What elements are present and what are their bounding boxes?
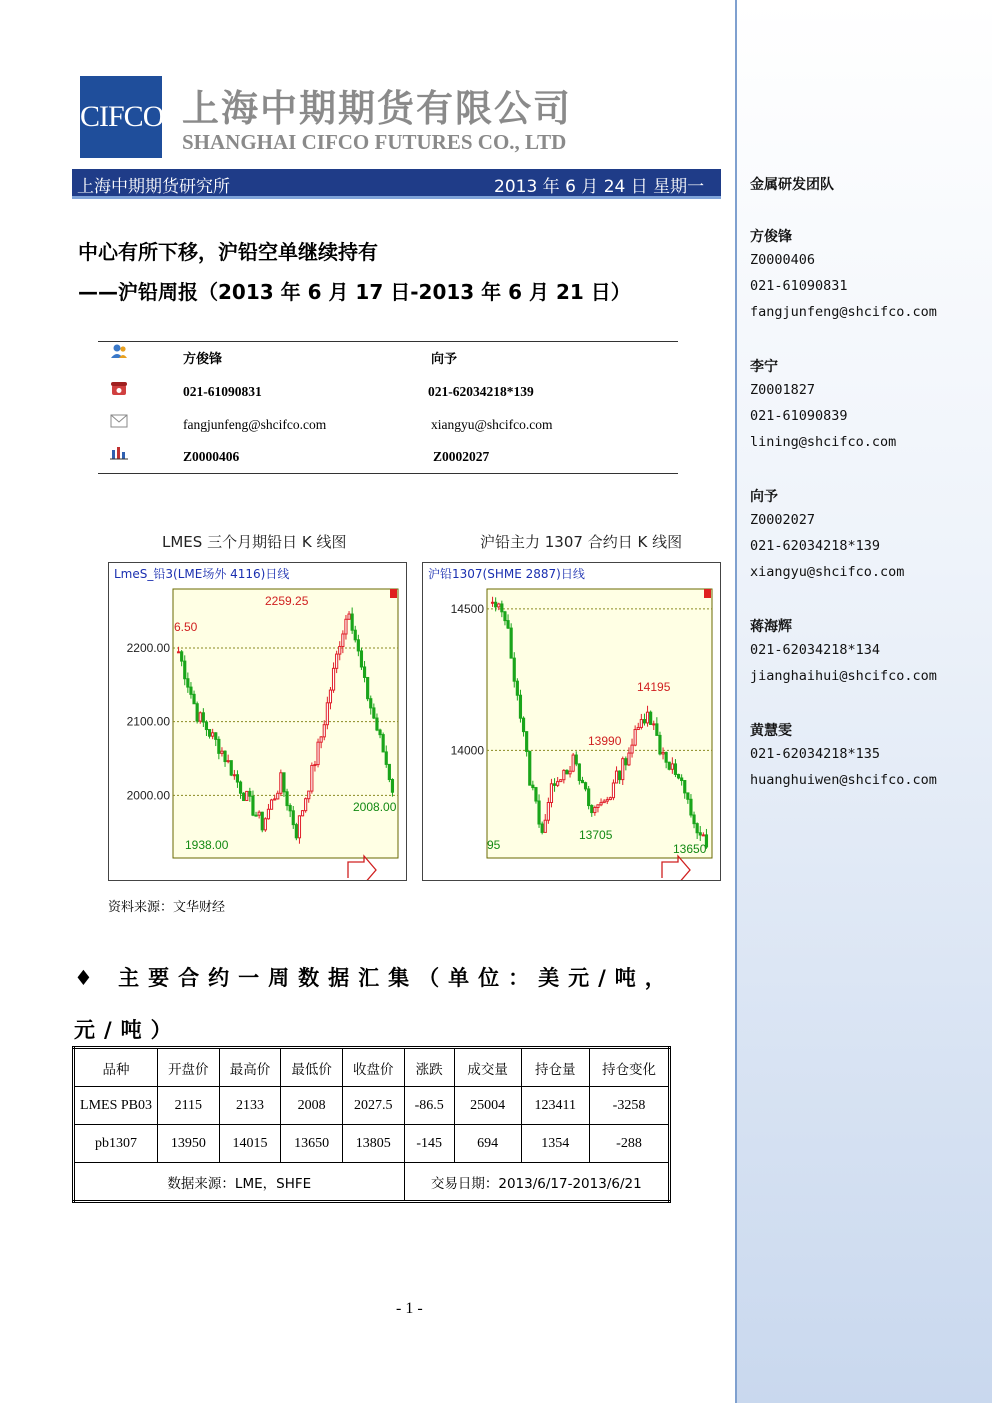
- sidebar-member-email[interactable]: lining@shcifco.com: [750, 434, 897, 450]
- contact-phone: 021-61090831: [183, 384, 262, 399]
- sidebar-member-id: Z0002027: [750, 512, 816, 528]
- candle-body: [687, 793, 689, 799]
- table-header-cell: 持仓量: [521, 1048, 589, 1087]
- candle-body: [619, 771, 621, 780]
- price-annotation: 2008.00: [353, 800, 397, 814]
- table-row: [74, 1087, 670, 1125]
- table-cell: -145: [404, 1125, 454, 1163]
- table-header-cell: 最高价: [219, 1048, 281, 1087]
- candle-body: [181, 652, 183, 661]
- candle-body: [516, 681, 518, 695]
- candle-body: [382, 735, 384, 752]
- sidebar-member-email[interactable]: huanghuiwen@shcifco.com: [750, 772, 937, 788]
- candle-body: [339, 646, 341, 654]
- candle-body: [501, 604, 503, 612]
- candle-body: [519, 695, 521, 718]
- candle-body: [283, 773, 285, 792]
- chart-header-label: 沪铅1307(SHME 2887)日线: [428, 567, 585, 581]
- table-cell: 123411: [521, 1087, 589, 1125]
- sidebar-member-id: Z0000406: [750, 252, 816, 268]
- table-cell: -288: [590, 1125, 670, 1163]
- table-footer-row: [74, 1163, 670, 1202]
- candle-body: [498, 604, 500, 607]
- left-chart-title: LMES 三个月期铅日 K 线图: [162, 533, 347, 551]
- candle-body: [202, 713, 204, 722]
- candle-body: [603, 801, 605, 802]
- candle-body: [544, 820, 546, 832]
- candle-body: [541, 824, 543, 832]
- candle-body: [308, 791, 310, 799]
- sidebar-member-email[interactable]: fangjunfeng@shcifco.com: [750, 304, 937, 320]
- table-cell: -86.5: [404, 1087, 454, 1125]
- candle-body: [591, 806, 593, 813]
- candle-body: [637, 727, 639, 729]
- candle-body: [597, 805, 599, 808]
- contact-table-bottom-rule: [98, 473, 678, 474]
- candle-body: [379, 730, 381, 735]
- sidebar: [735, 0, 992, 1403]
- table-cell: 13650: [281, 1125, 343, 1163]
- candle-body: [317, 742, 319, 764]
- candle-body: [233, 775, 235, 776]
- sidebar-member-phone: 021-61090839: [750, 408, 848, 424]
- candle-body: [572, 755, 574, 771]
- candle-body: [332, 668, 334, 690]
- sidebar-member-name: 李宁: [750, 359, 778, 375]
- candle-body: [646, 712, 648, 723]
- candle-body: [513, 658, 515, 681]
- candle-body: [535, 788, 537, 801]
- page-number: - 1 -: [396, 1300, 423, 1317]
- company-logo: CIFCO: [80, 76, 162, 158]
- candle-body: [656, 724, 658, 736]
- candle-body: [699, 833, 701, 835]
- candle-body: [594, 807, 596, 812]
- contact-phone: 021-62034218*139: [428, 384, 534, 399]
- candle-body: [547, 803, 549, 821]
- candle-body: [650, 712, 652, 724]
- candle-body: [643, 720, 645, 723]
- candle-body: [510, 628, 512, 658]
- candle-body: [224, 751, 226, 761]
- lme-lead-candlestick-svg: [109, 563, 406, 880]
- candle-body: [249, 791, 251, 796]
- candle-body: [227, 761, 229, 762]
- candle-body: [560, 780, 562, 782]
- candle-body: [370, 699, 372, 708]
- y-tick-label: 2000.00: [126, 788, 170, 803]
- table-cell: 2115: [158, 1087, 220, 1125]
- right-chart-title: 沪铅主力 1307 合约日 K 线图: [480, 533, 683, 551]
- candle-body: [563, 770, 565, 779]
- candle-body: [507, 621, 509, 628]
- price-annotation: 95: [487, 838, 501, 852]
- candle-body: [391, 780, 393, 793]
- candle-body: [295, 825, 297, 838]
- plot-area: [487, 589, 712, 858]
- price-annotation: 1938.00: [185, 838, 229, 852]
- candle-body: [622, 759, 624, 780]
- candle-body: [336, 654, 338, 668]
- candle-body: [354, 630, 356, 640]
- candle-body: [526, 732, 528, 752]
- candle-body: [376, 718, 378, 730]
- sidebar-team-title: 金属研发团队: [750, 177, 834, 193]
- candle-body: [681, 778, 683, 781]
- table-cell: 25004: [454, 1087, 521, 1125]
- candle-body: [569, 771, 571, 774]
- candle-body: [345, 619, 347, 634]
- candle-body: [363, 667, 365, 678]
- table-cell: pb1307: [74, 1125, 158, 1163]
- y-tick-label: 2100.00: [126, 714, 170, 729]
- table-cell: 13950: [158, 1125, 220, 1163]
- candle-body: [578, 764, 580, 780]
- candle-body: [252, 796, 254, 815]
- candle-body: [199, 713, 201, 721]
- candle-body: [267, 809, 269, 818]
- candle-body: [274, 799, 276, 800]
- candle-body: [674, 764, 676, 775]
- candle-body: [351, 614, 353, 630]
- candle-body: [177, 652, 179, 653]
- table-header-cell: 涨跌: [404, 1048, 454, 1087]
- price-annotation: 6.50: [174, 620, 198, 634]
- candle-body: [292, 811, 294, 825]
- contact-name: 方俊锋: [183, 352, 223, 367]
- price-annotation: 14195: [637, 680, 671, 694]
- candle-body: [320, 737, 322, 742]
- candle-body: [311, 765, 313, 791]
- candle-body: [236, 775, 238, 782]
- y-tick-label: 14000: [450, 743, 484, 758]
- table-header-cell: 成交量: [454, 1048, 521, 1087]
- candle-body: [588, 789, 590, 806]
- phone-icon: [110, 381, 128, 397]
- candle-body: [557, 782, 559, 786]
- contact-email[interactable]: xiangyu@shcifco.com: [431, 417, 553, 432]
- candle-body: [239, 782, 241, 793]
- candle-body: [270, 800, 272, 809]
- candle-body: [612, 783, 614, 798]
- sidebar-member-email[interactable]: xiangyu@shcifco.com: [750, 564, 905, 580]
- candle-body: [193, 694, 195, 703]
- table-cell: 2133: [219, 1087, 281, 1125]
- table-cell: 2027.5: [342, 1087, 404, 1125]
- y-tick-label: 2200.00: [126, 640, 170, 655]
- table-footer-dates: 交易日期：2013/6/17-2013/6/21: [404, 1163, 669, 1202]
- candle-body: [301, 811, 303, 816]
- candle-body: [504, 612, 506, 621]
- chart-marker: [390, 589, 397, 598]
- sidebar-member-email[interactable]: jianghaihui@shcifco.com: [750, 668, 937, 684]
- candle-body: [187, 679, 189, 687]
- candle-body: [196, 704, 198, 721]
- candle-body: [289, 806, 291, 811]
- candle-body: [491, 602, 493, 603]
- table-header-cell: 持仓变化: [590, 1048, 670, 1087]
- candle-body: [208, 730, 210, 737]
- candle-body: [566, 770, 568, 773]
- sidebar-member-name: 向予: [750, 489, 778, 505]
- candle-body: [221, 751, 223, 753]
- contact-id: Z0000406: [183, 449, 240, 464]
- candle-body: [243, 793, 245, 800]
- table-cell: 2008: [281, 1087, 343, 1125]
- candle-body: [634, 730, 636, 746]
- sidebar-member-name: 方俊锋: [750, 229, 792, 245]
- candle-body: [696, 824, 698, 833]
- chart-marker: [704, 589, 711, 598]
- table-cell: 1354: [521, 1125, 589, 1163]
- company-name-cn: 上海中期期货有限公司: [182, 87, 572, 130]
- table-footer-source: 数据来源：LME，SHFE: [74, 1163, 405, 1202]
- institute-name: 上海中期期货研究所: [77, 177, 230, 197]
- candle-body: [702, 835, 704, 836]
- mail-icon: [110, 413, 128, 429]
- candle-body: [388, 764, 390, 779]
- y-tick-label: 14500: [450, 601, 484, 616]
- chart-header-label: LmeS_铅3(LME场外 4116)日线: [114, 567, 290, 581]
- candle-body: [550, 784, 552, 803]
- table-cell: LMES PB03: [74, 1087, 158, 1125]
- candle-body: [329, 690, 331, 703]
- table-cell: -3258: [590, 1087, 670, 1125]
- candle-body: [230, 761, 232, 775]
- candle-body: [653, 724, 655, 725]
- table-row: [74, 1125, 670, 1163]
- candle-body: [305, 799, 307, 811]
- candle-body: [367, 677, 369, 698]
- candle-body: [215, 733, 217, 740]
- candle-body: [258, 812, 260, 815]
- candle-body: [261, 812, 263, 830]
- candle-body: [631, 745, 633, 753]
- candle-body: [671, 764, 673, 769]
- candle-body: [373, 708, 375, 718]
- candle-body: [314, 765, 316, 766]
- sidebar-member-phone: 021-62034218*139: [750, 538, 881, 554]
- price-annotation: 13990: [588, 734, 622, 748]
- shfe-lead-candlestick-svg: [423, 563, 720, 880]
- price-annotation: 13650: [673, 842, 707, 856]
- price-annotation: 13705: [579, 828, 613, 842]
- candle-body: [684, 781, 686, 793]
- candle-body: [529, 751, 531, 785]
- report-subtitle: ——沪铅周报（2013 年 6 月 17 日-2013 年 6 月 21 日）: [78, 280, 631, 304]
- chart-source: 资料来源：文华财经: [108, 900, 226, 915]
- candle-body: [662, 752, 664, 754]
- table-header-cell: 最低价: [281, 1048, 343, 1087]
- price-annotation: 2259.25: [265, 594, 309, 608]
- candle-body: [600, 803, 602, 805]
- candle-body: [584, 783, 586, 789]
- company-name-en: SHANGHAI CIFCO FUTURES CO., LTD: [182, 130, 567, 154]
- sidebar-member-id: Z0001827: [750, 382, 816, 398]
- shfe-lead-chart: [422, 562, 721, 881]
- candle-body: [538, 801, 540, 824]
- candle-body: [360, 651, 362, 667]
- report-title: 中心有所下移，沪铅空单继续持有: [78, 240, 378, 264]
- candle-body: [677, 774, 679, 778]
- sidebar-member-name: 蒋海辉: [750, 619, 792, 635]
- table-header-row: [74, 1048, 670, 1087]
- candle-body: [668, 762, 670, 769]
- candle-body: [665, 752, 667, 762]
- candle-body: [609, 798, 611, 800]
- sidebar-member-phone: 021-62034218*135: [750, 746, 881, 762]
- candle-body: [277, 793, 279, 799]
- weekly-data-table: [72, 1046, 671, 1203]
- candle-body: [323, 725, 325, 737]
- candle-body: [357, 640, 359, 651]
- candle-body: [286, 792, 288, 806]
- candle-body: [255, 815, 257, 816]
- candle-body: [385, 752, 387, 764]
- candle-body: [326, 703, 328, 725]
- candle-body: [246, 791, 248, 800]
- candle-body: [342, 634, 344, 646]
- candle-body: [693, 815, 695, 824]
- person-icon: [110, 343, 128, 359]
- contact-email[interactable]: fangjunfeng@shcifco.com: [183, 417, 327, 432]
- candle-body: [606, 800, 608, 802]
- candle-body: [522, 718, 524, 731]
- sidebar-member-name: 黄慧雯: [750, 723, 792, 739]
- contact-id: Z0002027: [433, 449, 490, 464]
- candle-body: [264, 819, 266, 830]
- sidebar-member-phone: 021-61090831: [750, 278, 848, 294]
- lme-lead-chart: [108, 562, 407, 881]
- candle-body: [280, 773, 282, 794]
- candle-body: [298, 816, 300, 838]
- candle-body: [640, 720, 642, 728]
- table-header-cell: 收盘价: [342, 1048, 404, 1087]
- candle-body: [625, 759, 627, 765]
- sidebar-member-phone: 021-62034218*134: [750, 642, 881, 658]
- table-cell: 694: [454, 1125, 521, 1163]
- candle-body: [575, 755, 577, 764]
- candle-body: [190, 687, 192, 694]
- candle-body: [615, 771, 617, 783]
- table-cell: 13805: [342, 1125, 404, 1163]
- candle-body: [581, 780, 583, 782]
- table-header-cell: 开盘价: [158, 1048, 220, 1087]
- candle-body: [184, 661, 186, 679]
- candle-body: [495, 602, 497, 607]
- contact-name: 向予: [431, 352, 458, 367]
- candle-body: [212, 733, 214, 736]
- candle-body: [218, 739, 220, 753]
- table-cell: 14015: [219, 1125, 281, 1163]
- candle-body: [690, 799, 692, 815]
- report-date: 2013 年 6 月 24 日 星期一: [494, 177, 705, 197]
- contact-table-top-rule: [98, 341, 678, 342]
- section-heading: ♦ 主要合约一周数据汇集（单位：美元/吨，元/吨）: [74, 966, 675, 1042]
- chart-icon: [110, 444, 128, 460]
- candle-body: [205, 722, 207, 729]
- candle-body: [628, 753, 630, 765]
- candle-body: [348, 614, 350, 619]
- candle-body: [659, 735, 661, 754]
- table-header-cell: 品种: [74, 1048, 158, 1087]
- candle-body: [553, 784, 555, 786]
- candle-body: [532, 785, 534, 787]
